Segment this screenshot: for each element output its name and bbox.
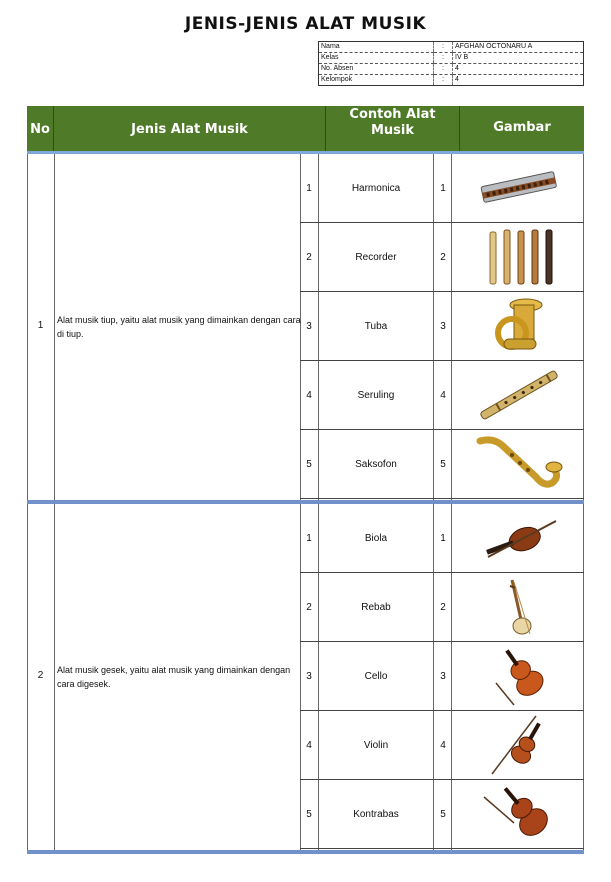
- harmonica-icon: [453, 154, 584, 222]
- table-row: [300, 154, 584, 223]
- item-name: Tuba: [364, 320, 388, 332]
- item-number: 2: [306, 251, 312, 263]
- info-separator: :: [434, 64, 453, 75]
- table-row: [300, 361, 584, 430]
- header-contoh: Contoh Alat Musik: [326, 106, 460, 153]
- table-row: [300, 573, 584, 642]
- item-name: Cello: [364, 670, 388, 682]
- item-number: 4: [306, 739, 312, 751]
- violin-icon: [453, 504, 584, 572]
- info-label: Kelas: [319, 53, 434, 64]
- image-number: 4: [440, 389, 446, 401]
- image-number: 5: [440, 808, 446, 820]
- item-name: Seruling: [357, 389, 395, 401]
- table-row: [300, 711, 584, 780]
- item-number: 5: [306, 458, 312, 470]
- table-row: [300, 292, 584, 361]
- info-row-absen: [319, 64, 584, 75]
- double-bass-icon: [453, 780, 584, 848]
- instrument-table: [27, 106, 584, 858]
- item-name: Harmonica: [351, 182, 401, 194]
- table-row: [300, 223, 584, 292]
- image-number: 1: [440, 532, 446, 544]
- item-name: Recorder: [355, 251, 397, 263]
- image-number: 3: [440, 670, 446, 682]
- group-number: 1: [37, 320, 44, 331]
- student-info-table: [318, 41, 584, 86]
- recorder-icon: [453, 223, 584, 291]
- info-value: 4: [453, 75, 584, 86]
- item-name: Rebab: [361, 601, 391, 613]
- flute-icon: [453, 361, 584, 429]
- group-number: 2: [37, 670, 44, 681]
- info-value: AFGHAN OCTONARU A: [453, 42, 584, 53]
- header-no: No: [27, 106, 54, 153]
- info-row-name: [319, 42, 584, 53]
- item-name: Biola: [364, 532, 388, 544]
- item-name: Violin: [363, 739, 389, 751]
- group-description: Alat musik tiup, yaitu alat musik yang dimainkan dengan cara di tiup.: [57, 315, 301, 339]
- rebab-icon: [453, 573, 584, 641]
- image-number: 5: [440, 458, 446, 470]
- info-separator: :: [434, 53, 453, 64]
- item-number: 3: [306, 670, 312, 682]
- item-number: 3: [306, 320, 312, 332]
- info-row-class: [319, 53, 584, 64]
- tuba-icon: [453, 292, 584, 360]
- info-label: Kelompok: [319, 75, 434, 86]
- group-divider: [27, 850, 584, 854]
- item-name: Kontrabas: [353, 808, 399, 820]
- info-label: No. Absen: [319, 64, 434, 75]
- item-number: 1: [306, 532, 312, 544]
- info-value: 4: [453, 64, 584, 75]
- image-number: 3: [440, 320, 446, 332]
- item-number: 1: [306, 182, 312, 194]
- info-value: IV B: [453, 53, 584, 64]
- group-wind: [27, 154, 584, 500]
- info-label: Nama: [319, 42, 434, 53]
- item-number: 4: [306, 389, 312, 401]
- info-separator: :: [434, 42, 453, 53]
- item-number: 2: [306, 601, 312, 613]
- image-number: 2: [440, 251, 446, 263]
- saxophone-icon: [453, 430, 584, 498]
- header-jenis: Jenis Alat Musik: [54, 106, 326, 153]
- violin-icon: [453, 711, 584, 779]
- image-number: 2: [440, 601, 446, 613]
- item-name: Saksofon: [355, 458, 397, 470]
- page-title: JENIS-JENIS ALAT MUSIK: [184, 14, 427, 34]
- cello-icon: [453, 642, 584, 710]
- info-row-group: [319, 75, 584, 86]
- header-gambar: Gambar: [460, 106, 584, 153]
- table-row: [300, 780, 584, 849]
- image-number: 1: [440, 182, 446, 194]
- image-number: 4: [440, 739, 446, 751]
- table-row: [300, 430, 584, 499]
- info-separator: :: [434, 75, 453, 86]
- item-number: 5: [306, 808, 312, 820]
- table-row: [300, 504, 584, 573]
- group-string: [27, 504, 584, 850]
- group-description: Alat musik gesek, yaitu alat musik yang dimainkan dengan cara digesek.: [57, 665, 291, 689]
- table-row: [300, 642, 584, 711]
